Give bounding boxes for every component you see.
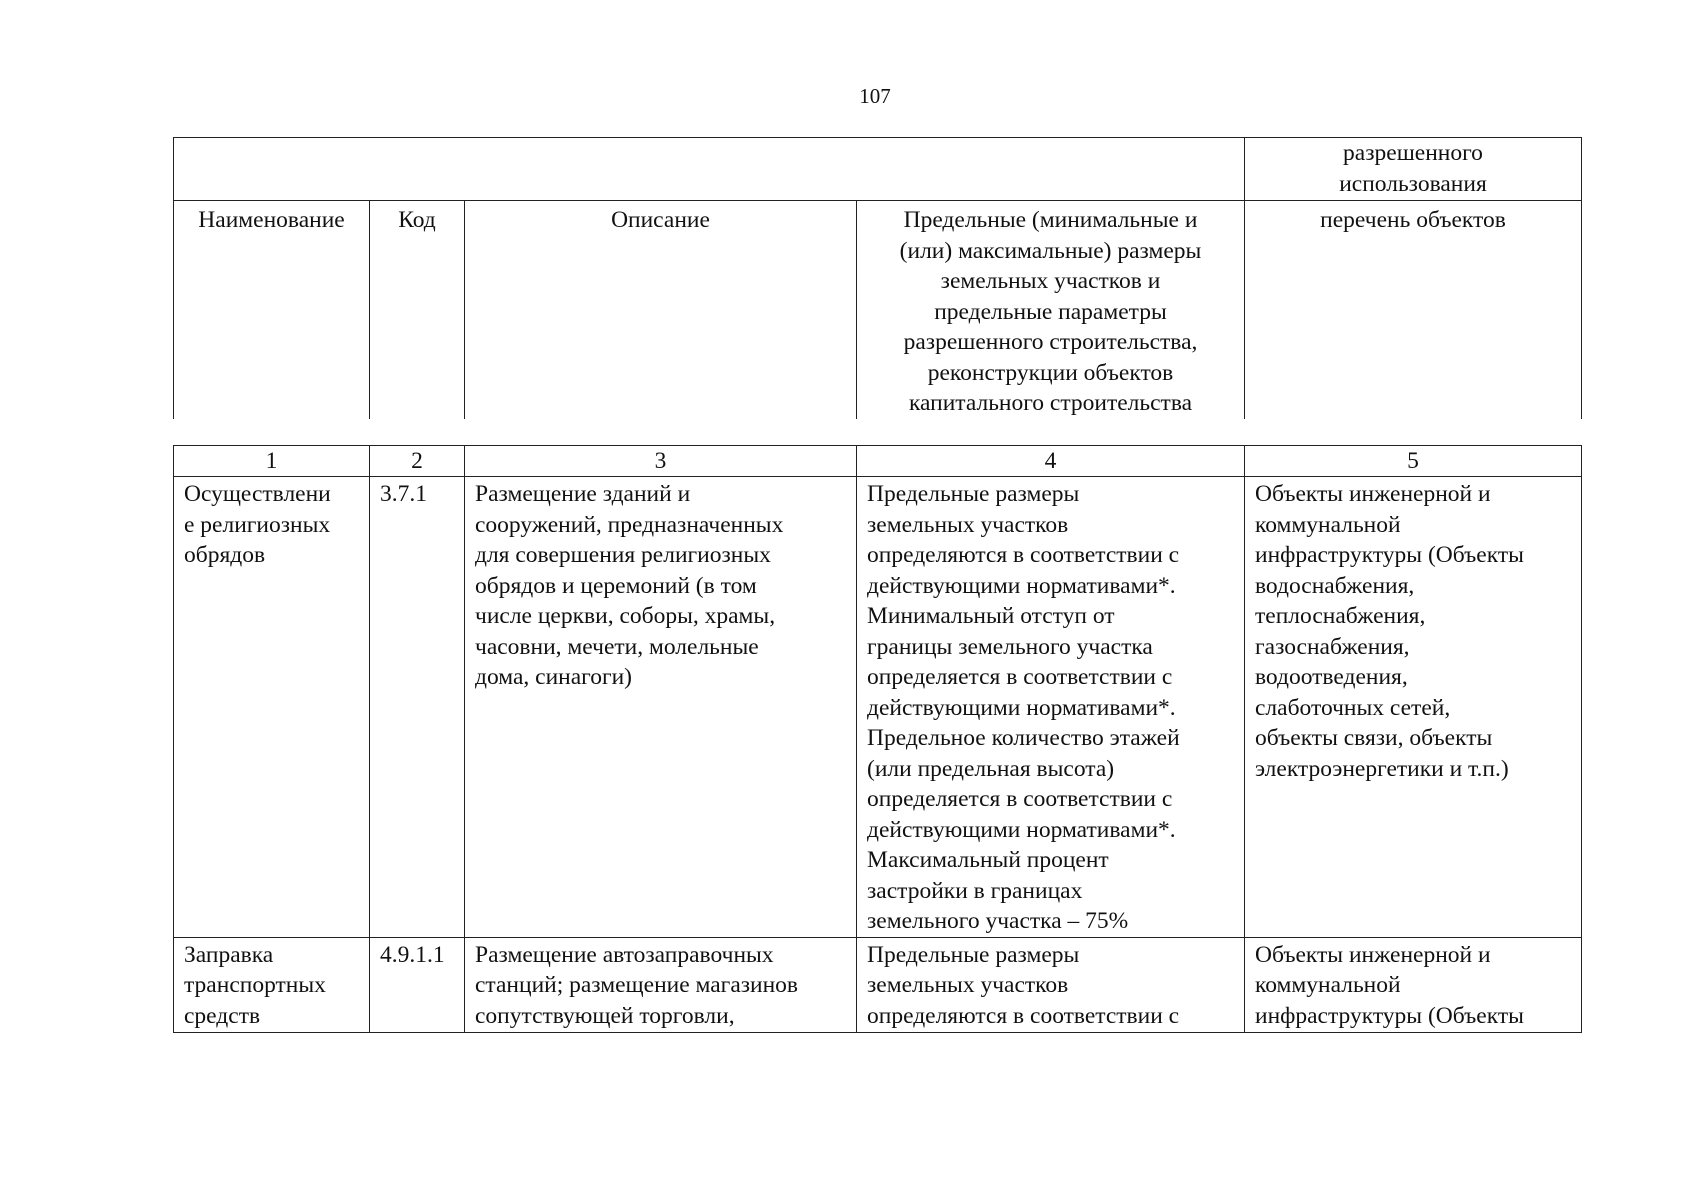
- cell-code: 3.7.1: [370, 477, 465, 938]
- header-continuation-row: [174, 138, 1582, 201]
- col-header-objects: перечень объектов: [1245, 201, 1582, 420]
- col-header-parameters-line: (или) максимальные) размеры: [899, 237, 1202, 264]
- cell-line: инфраструктуры (Объекты: [1255, 1002, 1524, 1029]
- col-header-name: Наименование: [174, 201, 370, 420]
- col-header-parameters-line: реконструкции объектов: [927, 359, 1174, 386]
- cell-code: 4.9.1.1: [370, 937, 465, 1032]
- cell-objects: [1245, 937, 1582, 1032]
- cell-line: газоснабжения,: [1255, 633, 1410, 660]
- cell-line: теплоснабжения,: [1255, 603, 1426, 629]
- column-number: 2: [370, 446, 465, 477]
- col-header-parameters-line: Предельные (минимальные и: [903, 207, 1198, 233]
- page-number: 107: [859, 84, 891, 108]
- cell-line: коммунальной: [1255, 972, 1401, 998]
- cell-line: Размещение автозаправочных: [475, 941, 774, 968]
- column-number: 4: [857, 446, 1245, 477]
- column-number-row: [174, 446, 1582, 477]
- col-header-parameters-line: разрешенного строительства,: [903, 329, 1198, 355]
- cell-line: водоотведения,: [1255, 664, 1408, 690]
- cell-line: обрядов: [184, 542, 266, 568]
- cell-line: Предельное количество этажей: [867, 725, 1180, 751]
- cell-line: действующими нормативами*.: [867, 694, 1176, 721]
- col-header-parameters-line: предельные параметры: [934, 298, 1167, 325]
- header-continued-title-line: разрешенного: [1343, 140, 1483, 166]
- cell-line: определяются в соответствии с: [867, 1002, 1180, 1029]
- cell-line: числе церкви, соборы, храмы,: [475, 603, 776, 629]
- column-number: 5: [1245, 446, 1582, 477]
- cell-line: Заправка: [184, 941, 274, 968]
- header-columns-row: [174, 201, 1582, 420]
- cell-name: [174, 937, 370, 1032]
- col-header-code: Код: [370, 201, 465, 420]
- cell-line: (или предельная высота): [867, 755, 1115, 782]
- cell-line: определяются в соответствии с: [867, 542, 1180, 568]
- cell-parameters: [857, 937, 1245, 1032]
- cell-parameters: [857, 477, 1245, 938]
- cell-line: часовни, мечети, молельные: [475, 633, 759, 660]
- cell-line: коммунальной: [1255, 511, 1401, 538]
- cell-line: средств: [184, 1002, 261, 1029]
- col-header-parameters: [857, 201, 1245, 420]
- cell-line: сооружений, предназначенных: [475, 511, 784, 538]
- cell-description: [465, 477, 857, 938]
- cell-line: Максимальный процент: [867, 847, 1109, 873]
- cell-line: Минимальный отступ от: [867, 603, 1115, 629]
- cell-line: дома, синагоги): [475, 664, 633, 690]
- column-number: 3: [465, 446, 857, 477]
- table-header: [173, 137, 1582, 419]
- cell-line: Объекты инженерной и: [1255, 941, 1491, 968]
- cell-line: слаботочных сетей,: [1255, 694, 1451, 721]
- cell-line: Предельные размеры: [867, 941, 1080, 968]
- cell-line: земельного участка – 75%: [867, 908, 1129, 934]
- header-continued-title: [1245, 138, 1582, 201]
- col-header-description: Описание: [465, 201, 857, 420]
- table-row: [174, 477, 1582, 938]
- header-blank-cell: [174, 138, 1245, 201]
- cell-objects: [1245, 477, 1582, 938]
- cell-line: определяется в соответствии с: [867, 786, 1173, 812]
- cell-line: Размещение зданий и: [475, 481, 691, 507]
- col-header-parameters-line: земельных участков и: [940, 268, 1161, 294]
- cell-line: застройки в границах: [867, 877, 1083, 904]
- cell-line: объекты связи, объекты: [1255, 725, 1493, 751]
- cell-line: электроэнергетики и т.п.): [1255, 755, 1509, 782]
- cell-line: определяется в соответствии с: [867, 664, 1173, 690]
- col-header-parameters-line: капитального строительства: [908, 390, 1193, 416]
- column-number: 1: [174, 446, 370, 477]
- cell-line: транспортных: [184, 972, 326, 998]
- cell-line: Предельные размеры: [867, 481, 1080, 507]
- cell-description: [465, 937, 857, 1032]
- table-row: [174, 937, 1582, 1032]
- cell-line: для совершения религиозных: [475, 542, 771, 568]
- cell-name: [174, 477, 370, 938]
- table-body: [173, 445, 1582, 1033]
- cell-line: сопутствующей торговли,: [475, 1002, 735, 1029]
- cell-line: действующими нормативами*.: [867, 572, 1176, 599]
- cell-line: Осуществлени: [184, 481, 331, 507]
- cell-line: границы земельного участка: [867, 633, 1153, 660]
- cell-line: водоснабжения,: [1255, 572, 1415, 599]
- cell-line: действующими нормативами*.: [867, 816, 1176, 843]
- cell-line: е религиозных: [184, 511, 331, 538]
- cell-line: станций; размещение магазинов: [475, 972, 799, 998]
- cell-line: инфраструктуры (Объекты: [1255, 542, 1524, 568]
- cell-line: земельных участков: [867, 972, 1069, 998]
- cell-line: обрядов и церемоний (в том: [475, 572, 757, 599]
- header-continued-title-line: использования: [1339, 170, 1487, 197]
- cell-line: Объекты инженерной и: [1255, 481, 1491, 507]
- cell-line: земельных участков: [867, 511, 1069, 538]
